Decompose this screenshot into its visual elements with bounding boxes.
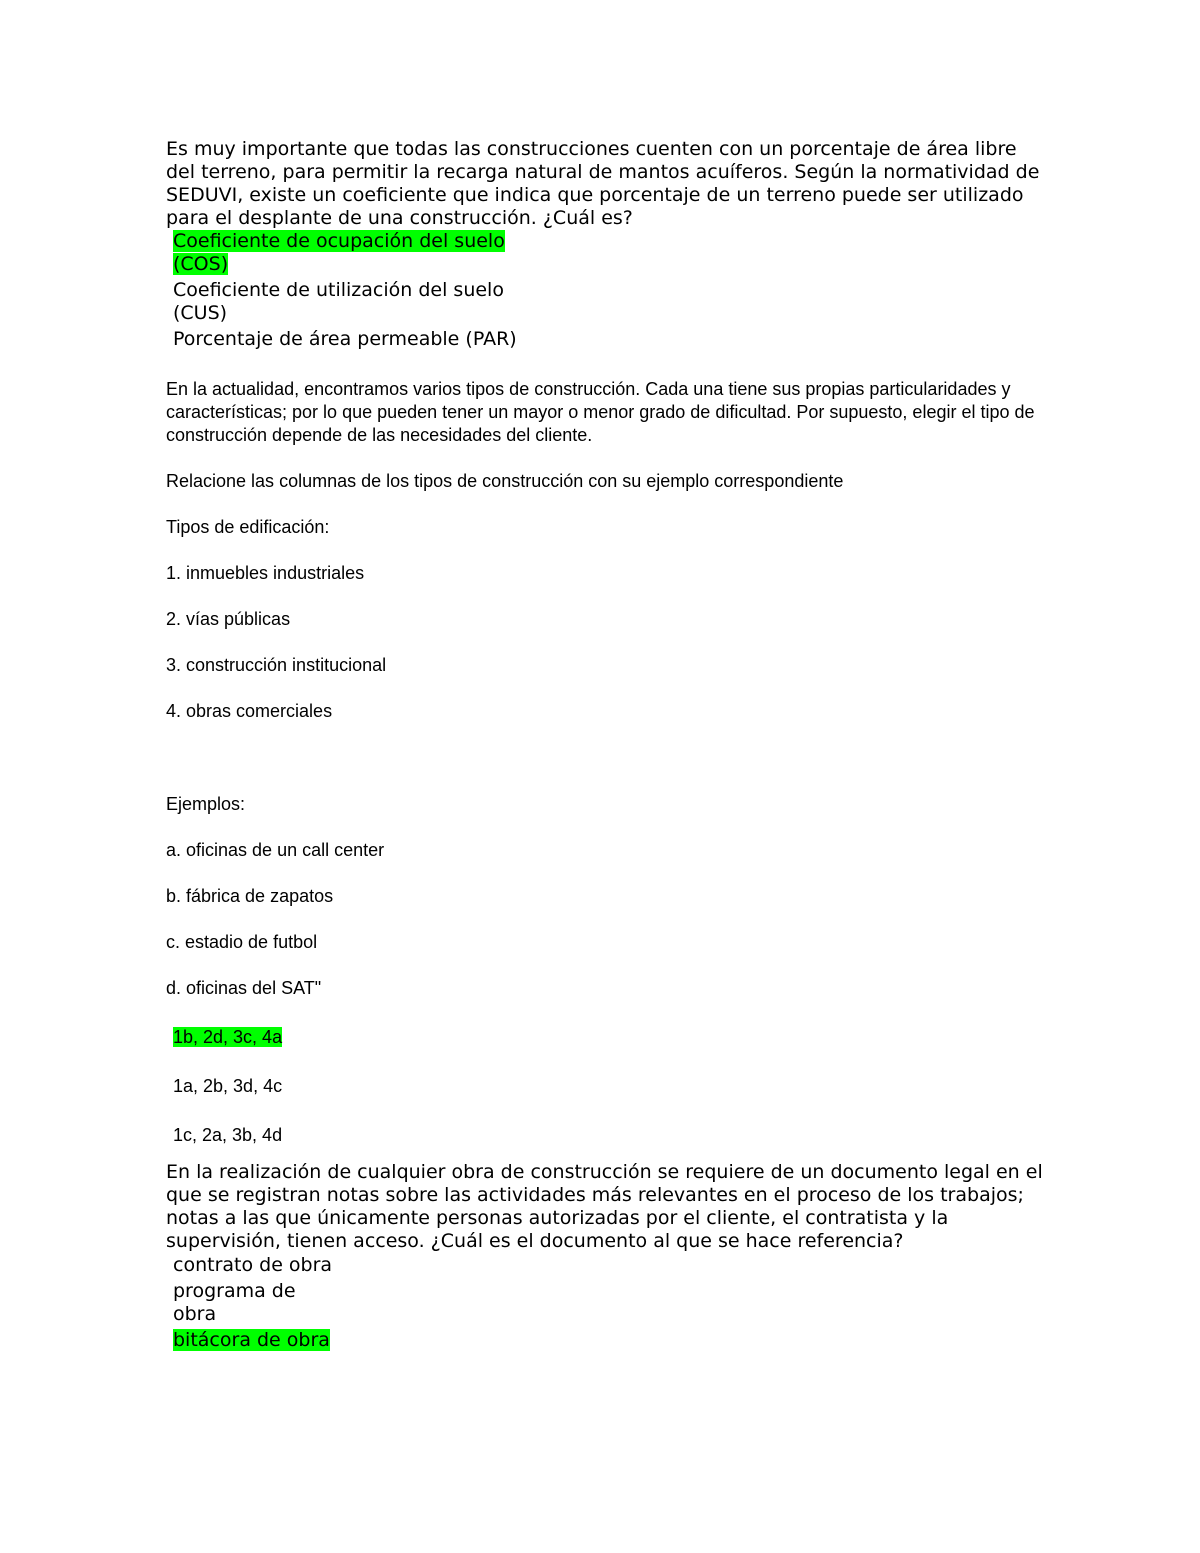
option-cus-line2: (CUS) — [173, 302, 228, 324]
answer-option-3[interactable] — [166, 1123, 1046, 1147]
option-contrato-label: contrato de obra — [173, 1254, 333, 1276]
option-bitacora[interactable] — [173, 1329, 1046, 1352]
option-programa[interactable] — [173, 1280, 1046, 1326]
document-page — [166, 138, 1046, 1352]
option-cus-line1: Coeficiente de utilización del suelo — [173, 279, 504, 301]
option-contrato[interactable] — [173, 1254, 1046, 1277]
question-1-options — [166, 230, 1046, 351]
example-item-d: d. oficinas del SAT" — [166, 978, 322, 998]
option-cos[interactable] — [173, 230, 1046, 276]
example-item-c: c. estadio de futbol — [166, 932, 318, 952]
answer-option-3-label: 1c, 2a, 3b, 4d — [173, 1125, 283, 1145]
type-item-1: 1. inmuebles industriales — [166, 563, 365, 583]
question-3 — [166, 1161, 1046, 1352]
question-1-text: Es muy importante que todas las construcciones cuenten con un porcentaje de área libre del terreno, para permitir la recarga natural de mantos acuíferos. Según la normatividad de SEDUVI, existe un coeficiente que indica que porcentaje de un terreno puede ser utilizado para el desplante de una construcción. ¿Cuál es? — [166, 138, 1040, 229]
question-2 — [166, 378, 1046, 1147]
answer-option-1-label: 1b, 2d, 3c, 4a — [173, 1027, 283, 1047]
type-item-2: 2. vías públicas — [166, 609, 291, 629]
example-item-b: b. fábrica de zapatos — [166, 886, 334, 906]
question-3-text: En la realización de cualquier obra de construcción se requiere de un documento legal en el que se registran notas sobre las actividades más relevantes en el proceso de los trabajos; notas a las que únicamente personas autorizadas por el cliente, el contratista y la supervisión, tienen acceso. ¿Cuál es el documento al que se hace referencia? — [166, 1161, 1043, 1252]
option-par[interactable] — [173, 328, 1046, 351]
option-programa-line1: programa de — [173, 1280, 296, 1302]
question-3-options — [166, 1254, 1046, 1352]
examples-heading: Ejemplos: — [166, 794, 246, 814]
question-1 — [166, 138, 1046, 351]
answer-option-2-label: 1a, 2b, 3d, 4c — [173, 1076, 283, 1096]
option-cos-line2: (COS) — [173, 253, 229, 275]
option-par-line1: Porcentaje de área permeable (PAR) — [173, 328, 517, 350]
question-2-intro: En la actualidad, encontramos varios tipos de construcción. Cada una tiene sus propias particularidades y características; por lo que pueden tener un mayor o menor grado de dificultad. Por supuesto, elegir el tipo de construcción depende de las necesidades del cliente. — [166, 379, 1035, 445]
types-heading: Tipos de edificación: — [166, 517, 330, 537]
option-programa-line2: obra — [173, 1303, 217, 1325]
question-2-instruction: Relacione las columnas de los tipos de construcción con su ejemplo correspondiente — [166, 471, 844, 491]
example-item-a: a. oficinas de un call center — [166, 840, 385, 860]
type-item-4: 4. obras comerciales — [166, 701, 333, 721]
option-bitacora-label: bitácora de obra — [173, 1329, 330, 1351]
answer-option-2[interactable] — [166, 1074, 1046, 1098]
option-cos-line1: Coeficiente de ocupación del suelo — [173, 230, 505, 252]
answer-option-1[interactable] — [166, 1025, 1046, 1049]
option-cus[interactable] — [173, 279, 1046, 325]
type-item-3: 3. construcción institucional — [166, 655, 387, 675]
